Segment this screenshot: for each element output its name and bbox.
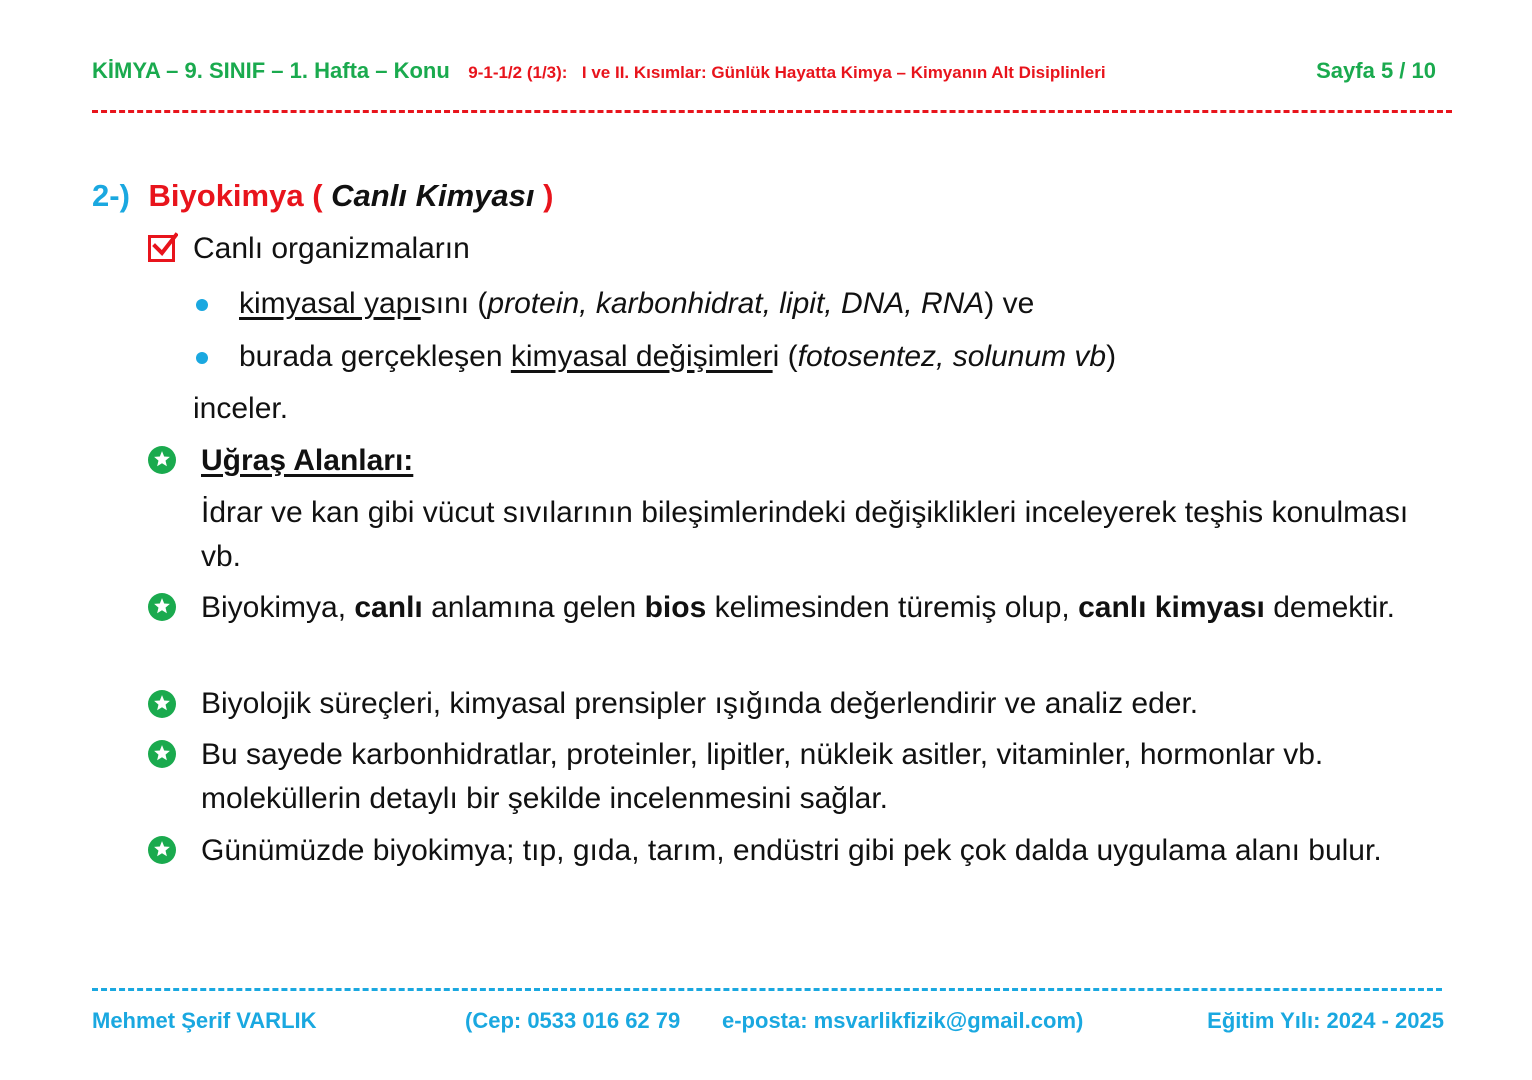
section-number: 2-): [92, 178, 130, 213]
page-header: [92, 58, 1452, 88]
footer-author: Mehmet Şerif VARLIK: [92, 1008, 317, 1033]
header-divider: [92, 110, 1452, 113]
fields-heading-text: Uğraş Alanları:: [201, 444, 414, 477]
bullet-dot-icon: [196, 352, 208, 364]
bullet-pre-text: burada gerçekleşen: [239, 340, 511, 373]
fields-heading: [201, 439, 1441, 483]
section-heading: Biyokimya: [148, 178, 304, 213]
page-footer: [92, 1008, 1444, 1038]
item-etymology: [201, 586, 1441, 630]
bullet-end-text: ) ve: [984, 287, 1035, 320]
bullet-text: sını (: [420, 287, 488, 320]
checked-box-icon: [148, 235, 175, 262]
footer-year: Eğitim Yılı: 2024 - 2025: [1207, 1008, 1444, 1033]
star-circle-icon: [148, 740, 176, 768]
fields-description: İdrar ve kan gibi vücut sıvılarının bileşimlerindeki değişiklikleri inceleyerek teşhis konulması vb.: [201, 496, 1409, 573]
etymology-bold: canlı kimyası: [1078, 591, 1265, 624]
footer-phone: (Cep: 0533 016 62 79: [465, 1008, 681, 1033]
header-subject: KİMYA – 9. SINIF – 1. Hafta – Konu: [92, 58, 450, 83]
header-topic: I ve II. Kısımlar: Günlük Hayatta Kimya – Kimyanın Alt Disiplinleri: [581, 63, 1106, 82]
star-circle-icon: [148, 836, 176, 864]
footer-divider: [92, 988, 1442, 991]
star-circle-icon: [148, 690, 176, 718]
closing-text: inceler.: [193, 392, 289, 425]
item-applications: Günümüzde biyokimya; tıp, gıda, tarım, endüstri gibi pek çok dalda uygulama alanı bulur.: [201, 834, 1382, 867]
star-circle-icon: [148, 446, 176, 474]
bullet-underlined-text: kimyasal değişimler: [510, 340, 773, 373]
section-title: [92, 178, 553, 214]
bullet-dot-icon: [196, 299, 208, 311]
etymology-bold: bios: [644, 591, 707, 624]
section-paren-close: ): [543, 178, 554, 213]
header-page-number: Sayfa 5 / 10: [1316, 58, 1436, 83]
bullet-item-structure: [239, 282, 1034, 326]
star-circle-icon: [148, 593, 176, 621]
item-molecules: Bu sayede karbonhidratlar, proteinler, lipitler, nükleik asitler, vitaminler, hormonlar vb. moleküllerin detaylı bir şekilde incelenmesini sağlar.: [201, 738, 1324, 815]
intro-text: Canlı organizmaların: [193, 232, 470, 265]
section-paren-open: (: [312, 178, 323, 213]
etymology-text: anlamına gelen: [422, 591, 645, 624]
bullet-end-text: ): [1106, 340, 1117, 373]
footer-email: e-posta: msvarlikfizik@gmail.com): [722, 1008, 1084, 1033]
header-code: 9-1-1/2 (1/3):: [468, 63, 568, 82]
checkmark-icon: [152, 232, 178, 258]
etymology-text: kelimesinden türemiş olup,: [706, 591, 1079, 624]
etymology-text: Biyokimya,: [201, 591, 355, 624]
bullet-italic-text: protein, karbonhidrat, lipit, DNA, RNA: [487, 287, 985, 320]
bullet-item-changes: [239, 335, 1116, 379]
section-subtitle: Canlı Kimyası: [331, 178, 535, 213]
item-analysis: Biyolojik süreçleri, kimyasal prensipler ışığında değerlendirir ve analiz eder.: [201, 687, 1199, 720]
etymology-text: demektir.: [1264, 591, 1395, 624]
bullet-text: i (: [772, 340, 798, 373]
bullet-italic-text: fotosentez, solunum vb: [797, 340, 1107, 373]
etymology-bold: canlı: [354, 591, 423, 624]
bullet-underlined-text: kimyasal yapı: [239, 287, 421, 320]
